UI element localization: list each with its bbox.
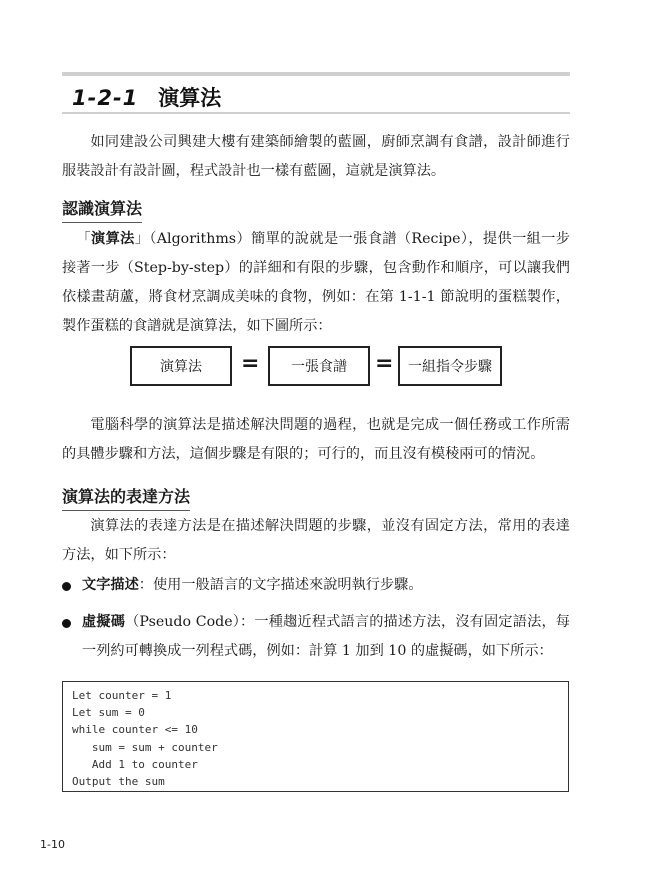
section-title	[72, 82, 221, 110]
intro-paragraph	[62, 128, 570, 186]
bullet-term: 文字描述	[82, 577, 139, 593]
bullet-text: （Pseudo Code）：一種趨近程式語言的描述方法，沒有固定語法，每一列約可轉換成一列程式碼，例如：計算 1 加到 10 的虛擬碼，如下所示：	[82, 614, 570, 659]
bullet-dot-icon	[62, 582, 71, 591]
bullet-term: 虛擬碼	[82, 614, 126, 630]
diagram-box-recipe: 一張食譜	[268, 346, 370, 386]
code-line: Output the sum	[72, 775, 165, 789]
diagram-box-instruction-steps: 一組指令步驟	[398, 346, 502, 386]
expression-methods-paragraph	[62, 512, 570, 570]
code-line: Let counter = 1	[72, 689, 172, 702]
code-line: Let sum = 0	[72, 706, 145, 720]
code-line: Add 1 to counter	[72, 757, 198, 771]
open-quote: 「	[76, 231, 91, 247]
section-title-text: 演算法	[158, 86, 222, 110]
section-number: 1-2-1	[72, 86, 139, 110]
section-rule-top	[62, 72, 570, 76]
equals-sign-2: =	[375, 351, 394, 376]
bullet-text: ：使用一般語言的文字描述來說明執行步驟。	[138, 577, 423, 593]
heading-expression-methods: 演算法的表達方法	[62, 484, 190, 511]
bullet-dot-icon	[62, 619, 71, 628]
bullet-pseudo-code	[62, 608, 570, 666]
page-number: 1-10	[40, 838, 65, 851]
cs-algorithm-paragraph	[62, 411, 570, 469]
intro-text: 如同建設公司興建大樓有建築師繪製的藍圖，廚師烹調有食譜，設計師進行服裝設計有設計圖，程式設計也一樣有藍圖，這就是演算法。	[62, 134, 570, 179]
code-line: sum = sum + counter	[72, 740, 218, 754]
definition-text: 」（Algorithms）簡單的說就是一張食譜（Recipe），提供一組一步接著一步（Step-by-step）的詳細和有限的步驟，包含動作和順序，可以讓我們依樣畫葫蘆，將食材烹調成美味的食物，例如：在第 1-1-1 節說明的蛋糕製作，製作蛋糕的食譜就是演算法，如下圖所示：	[62, 231, 570, 334]
equals-sign-1: =	[241, 351, 260, 376]
bold-term-algorithm: 演算法	[90, 231, 135, 247]
expression-methods-text: 演算法的表達方法是在描述解決問題的步驟，並沒有固定方法，常用的表達方法，如下所示：	[62, 518, 570, 563]
heading-understanding-algorithm: 認識演算法	[62, 196, 142, 223]
cs-algorithm-text: 電腦科學的演算法是描述解決問題的過程，也就是完成一個任務或工作所需的具體步驟和方法，這個步驟是有限的；可行的，而且沒有模稜兩可的情況。	[62, 417, 570, 462]
algorithm-definition-paragraph	[62, 225, 570, 341]
code-line: while counter <= 10	[72, 723, 198, 737]
bullet-text-description	[62, 571, 570, 600]
equivalence-diagram	[130, 346, 502, 388]
pseudo-code-block	[62, 681, 569, 792]
diagram-box-algorithm: 演算法	[130, 346, 232, 386]
section-rule-bottom	[62, 112, 570, 114]
